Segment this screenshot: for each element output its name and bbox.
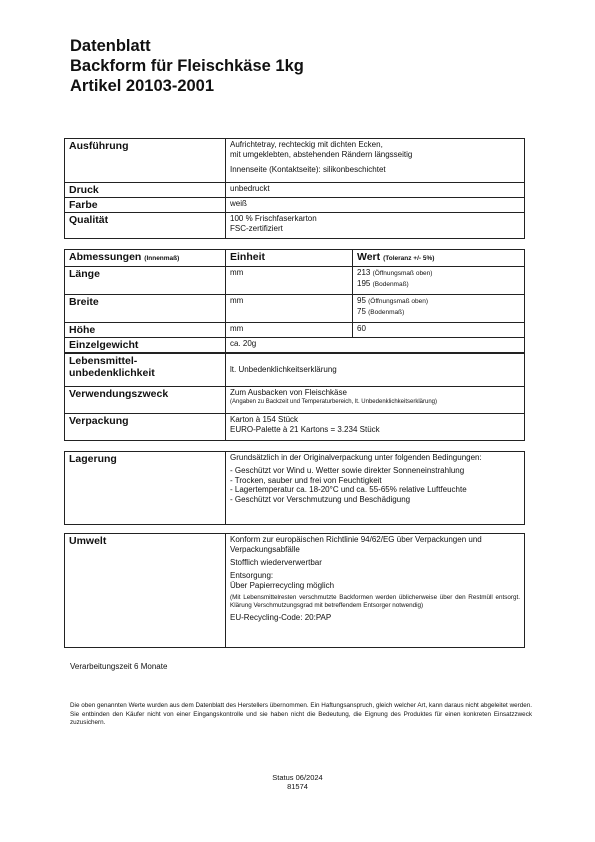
verpackung-value xyxy=(226,414,525,441)
lagerung-condition: - Geschützt vor Verschmutzung und Beschädigung xyxy=(230,495,520,505)
verpackung-label: Verpackung xyxy=(65,414,226,441)
usage-table xyxy=(64,353,525,441)
laenge-value-bottom: 195 xyxy=(357,279,371,288)
ausfuehrung-line-3: Innenseite (Kontaktseite): silikonbeschichtet xyxy=(230,165,386,174)
breite-value-top: 95 xyxy=(357,296,366,305)
document-title xyxy=(70,36,304,96)
qualitaet-line-1: 100 % Frischfaserkarton xyxy=(230,214,317,223)
dimensions-header-label xyxy=(65,250,226,267)
umwelt-value xyxy=(226,534,525,648)
hoehe-label: Höhe xyxy=(65,323,226,338)
breite-value xyxy=(353,295,525,323)
status-block xyxy=(0,773,595,791)
lagerung-condition: - Trocken, sauber und frei von Feuchtigkeit xyxy=(230,476,520,486)
lagerung-intro: Grundsätzlich in der Originalverpackung unter folgenden Bedingungen: xyxy=(230,453,482,462)
breite-value-bottom: 75 xyxy=(357,307,366,316)
storage-table xyxy=(64,451,525,525)
laenge-note-bottom: (Bodenmaß) xyxy=(372,281,409,288)
druck-label: Druck xyxy=(65,183,226,198)
verwendungszweck-text: Zum Ausbacken von Fleischkäse xyxy=(230,388,347,397)
title-line-article: Artikel 20103-2001 xyxy=(70,77,215,95)
hoehe-unit: mm xyxy=(226,323,353,338)
lebensmittel-value: lt. Unbedenklichkeitserklärung xyxy=(226,354,525,387)
ausfuehrung-value xyxy=(226,139,525,183)
einzelgewicht-value: ca. 20g xyxy=(226,338,525,353)
breite-note-bottom: (Bodenmaß) xyxy=(368,309,405,316)
verwendungszweck-label: Verwendungszweck xyxy=(65,387,226,414)
verpackung-line-1: Karton à 154 Stück xyxy=(230,415,299,424)
wert-text: Wert xyxy=(357,251,381,263)
verwendungszweck-note: (Angaben zu Backzeit und Temperaturbereich, lt. Unbedenklichkeitserklärung) xyxy=(230,399,438,405)
breite-label: Breite xyxy=(65,295,226,323)
lagerung-conditions-list xyxy=(230,466,520,504)
laenge-label: Länge xyxy=(65,267,226,295)
lagerung-label: Lagerung xyxy=(65,452,226,525)
umwelt-wiederverwertbar: Stofflich wiederverwertbar xyxy=(230,558,322,567)
umwelt-label: Umwelt xyxy=(65,534,226,648)
qualitaet-label: Qualität xyxy=(65,213,226,239)
lebensmittel-label-line-1: Lebensmittel- xyxy=(69,355,138,367)
dimensions-header-value xyxy=(353,250,525,267)
qualitaet-value xyxy=(226,213,525,239)
specs-table xyxy=(64,138,525,239)
farbe-label: Farbe xyxy=(65,198,226,213)
laenge-note-top: (Öffnungsmaß oben) xyxy=(372,270,433,277)
einzelgewicht-label: Einzelgewicht xyxy=(65,338,226,353)
environment-table xyxy=(64,533,525,648)
umwelt-recycling-code: EU-Recycling-Code: 20:PAP xyxy=(230,612,332,622)
ausfuehrung-label: Ausführung xyxy=(65,139,226,183)
lagerung-condition: - Geschützt vor Wind u. Wetter sowie direkter Sonneneinstrahlung xyxy=(230,466,520,476)
title-line-datenblatt: Datenblatt xyxy=(70,37,151,55)
breite-unit: mm xyxy=(226,295,353,323)
processing-time: Verarbeitungszeit 6 Monate xyxy=(70,662,168,671)
verpackung-line-2: EURO-Palette à 21 Kartons = 3.234 Stück xyxy=(230,425,380,434)
laenge-value xyxy=(353,267,525,295)
disclaimer: Die oben genannten Werte wurden aus dem Datenblatt des Herstellers übernommen. Ein Haftungsanspruch, gleich welcher Art, kann daraus nicht abgeleitet werden. Sie entbinden den Käufer nicht von einer Eingangskontrolle und sie haben nicht die Bedeutung, die Eignung des Produktes für einen konkreten Einsatzzweck zuzusichern. xyxy=(70,702,532,726)
document-code: 81574 xyxy=(287,782,308,791)
lagerung-value xyxy=(226,452,525,525)
hoehe-value: 60 xyxy=(353,323,525,338)
umwelt-richtlinie: Konform zur europäischen Richtlinie 94/62/EG über Verpackungen und Verpackungsabfälle xyxy=(230,535,482,554)
qualitaet-line-2: FSC-zertifiziert xyxy=(230,224,283,233)
farbe-value: weiß xyxy=(226,198,525,213)
innenmass-note: (Innenmaß) xyxy=(144,255,180,262)
druck-value: unbedruckt xyxy=(226,183,525,198)
title-line-product: Backform für Fleischkäse 1kg xyxy=(70,57,304,75)
dimensions-header-unit: Einheit xyxy=(226,250,353,267)
breite-note-top: (Öffnungsmaß oben) xyxy=(368,298,428,305)
lebensmittel-label-line-2: unbedenklichkeit xyxy=(69,367,155,379)
umwelt-entsorgung-heading: Entsorgung: xyxy=(230,571,274,580)
dimensions-table xyxy=(64,249,525,353)
umwelt-papierrecycling: Über Papierrecycling möglich xyxy=(230,581,335,590)
laenge-unit: mm xyxy=(226,267,353,295)
verwendungszweck-value xyxy=(226,387,525,414)
status-date: Status 06/2024 xyxy=(272,773,323,782)
umwelt-entsorgung-note: (Mit Lebensmittelresten verschmutzte Backformen werden üblicherweise über den Restmüll entsorgt. Klärung Verschmutzungsgrad mit betreffendem Entsorger notwendig) xyxy=(230,594,520,609)
tolerance-note: (Toleranz +/- 5%) xyxy=(383,255,435,262)
ausfuehrung-line-1: Aufrichtetray, rechteckig mit dichten Ecken, xyxy=(230,140,383,149)
ausfuehrung-line-2: mit umgeklebten, abstehenden Rändern längsseitig xyxy=(230,150,413,159)
lagerung-condition: - Lagertemperatur ca. 18-20°C und ca. 55-65% relative Luftfeuchte xyxy=(230,485,520,495)
laenge-value-top: 213 xyxy=(357,268,371,277)
abmessungen-text: Abmessungen xyxy=(69,251,142,263)
lebensmittel-label xyxy=(65,354,226,387)
